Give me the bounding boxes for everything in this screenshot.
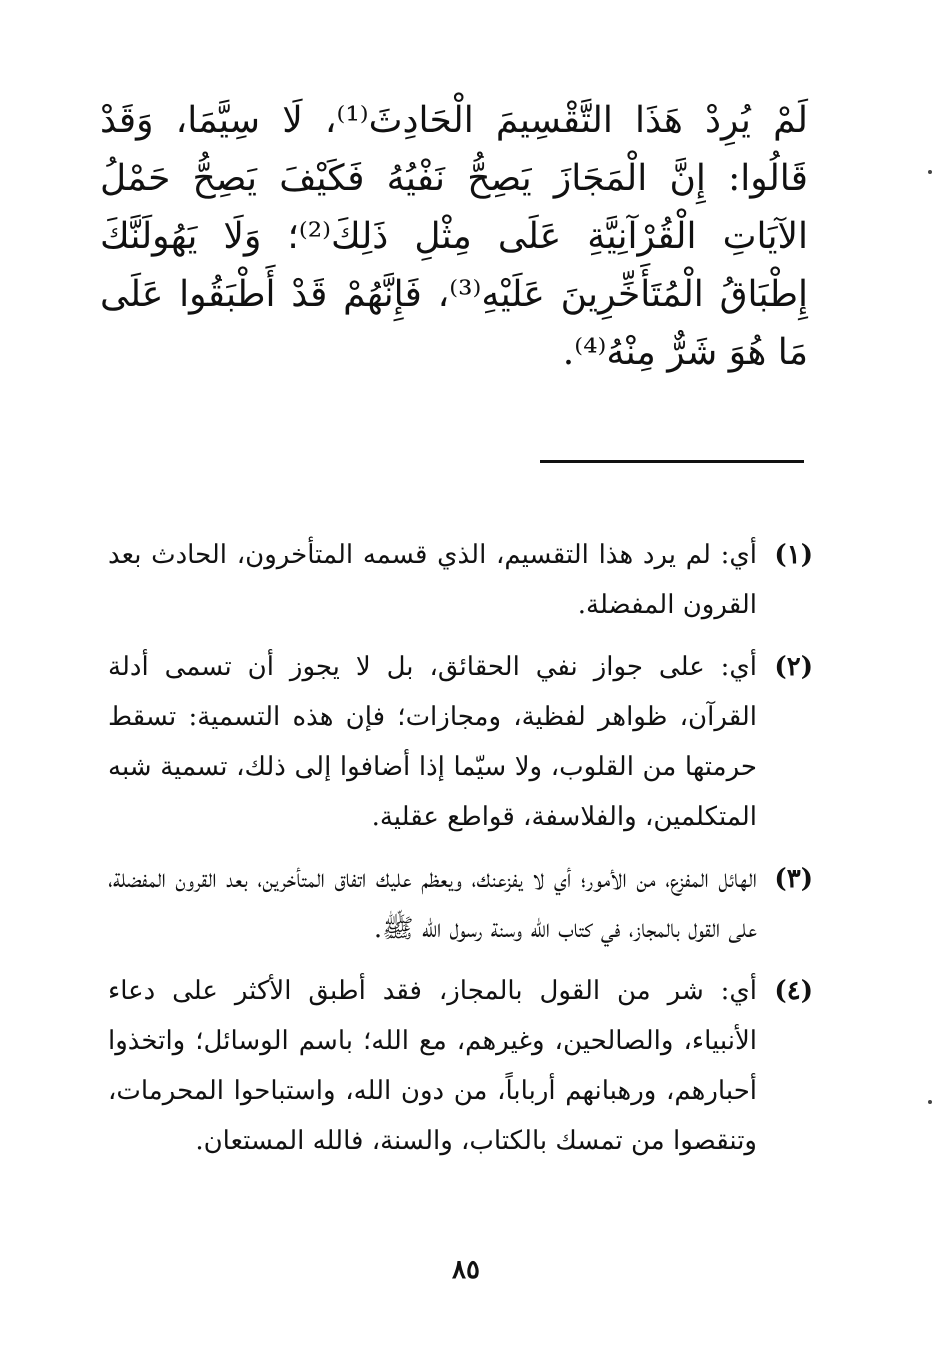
footnote-text: أي: على جواز نفي الحقائق، بل لا يجوز أن تسمى أدلة القرآن، ظواهر لفظية، ومجازات؛ فإن هذه التسمية: تسقط حرمتها من القلوب، ولا سيّما إذا أضافوا إلى ذلك، تسمية شبه المتكلمين، والفلاسفة، قواطع عقلية. (108, 652, 757, 832)
footnote-2 (108, 642, 813, 842)
footnote-number: (١) (774, 540, 813, 570)
footnote-text: أي: لم يرد هذا التقسيم، الذي قسمه المتأخرون، الحادث بعد القرون المفضلة. (108, 540, 757, 620)
footnote-3 (108, 854, 813, 954)
main-paragraph: لَمْ يُرِدْ هَذَا التَّقْسِيمَ الْحَادِثَ⁽¹⁾، لَا سِيَّمَا، وَقَدْ قَالُوا: إِنَّ الْمَجَازَ يَصِحُّ نَفْيُهُ فَكَيْفَ يَصِحُّ حَمْلُ الآيَاتِ الْقُرْآنِيَّةِ عَلَى مِثْلِ ذَلِكَ⁽²⁾؛ وَلَا يَهُولَنَّكَ إِطْبَاقُ الْمُتَأَخِّرِينَ عَلَيْهِ⁽³⁾، فَإِنَّهُمْ قَدْ أَطْبَقُوا عَلَى مَا هُوَ شَرٌّ مِنْهُ⁽⁴⁾. (100, 100, 808, 373)
footnote-number: (٢) (774, 652, 813, 682)
footnote-divider (540, 460, 804, 463)
footnote-1 (108, 530, 813, 630)
footnote-text: الهائل المفزع، من الأمور؛ أي لا يفزعنك، ويعظم عليك اتفاق المتأخرين، بعد القرون المفضلة، على القول بالمجاز، في كتاب الله وسنة رسول الله ﷺ. (108, 864, 757, 944)
footnote-number: (٣) (774, 864, 813, 894)
footnote-number: (٤) (774, 976, 813, 1006)
page-number: ٨٥ (452, 1255, 480, 1285)
scan-mark (928, 170, 932, 174)
footnote-4 (108, 966, 813, 1166)
footnotes-section (108, 530, 813, 1178)
footnote-text: أي: شر من القول بالمجاز، فقد أطبق الأكثر على دعاء الأنبياء، والصالحين، وغيرهم، مع الله؛ باسم الوسائل؛ واتخذوا أحبارهم، ورهبانهم أرباباً، من دون الله، واستباحوا المحرمات، وتنقصوا من تمسك بالكتاب، والسنة، فالله المستعان. (108, 976, 757, 1156)
scan-mark (928, 1100, 932, 1104)
main-text-block (100, 92, 808, 382)
